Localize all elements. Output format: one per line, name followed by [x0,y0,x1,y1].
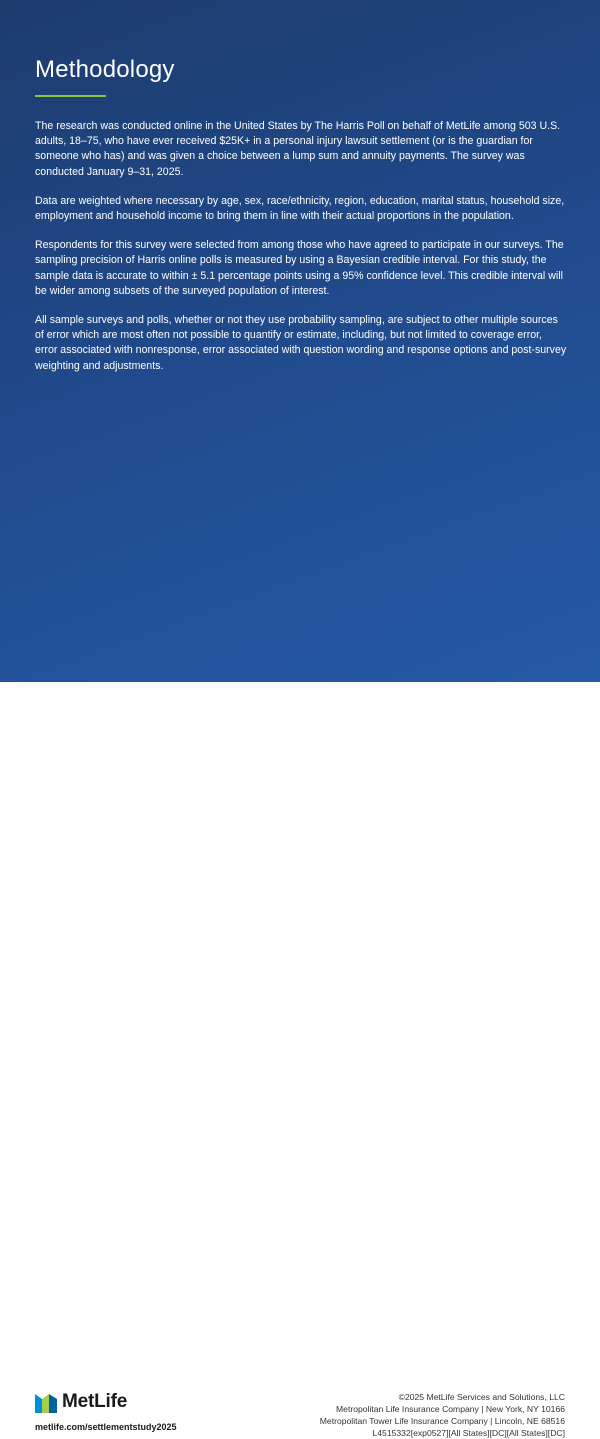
legal-line-copyright: ©2025 MetLife Services and Solutions, LLC [398,1392,565,1402]
methodology-panel [0,0,600,682]
title-underline [35,95,106,97]
page-footer [0,682,600,1438]
methodology-body [35,119,567,388]
metlife-logo[interactable] [35,1391,127,1413]
metlife-logo-text: MetLife [62,1391,128,1412]
page-title: Methodology [35,56,175,83]
legal-notice [320,1391,565,1439]
legal-line-code: L4515332[exp0527][All States][DC][All States][DC] [372,1428,565,1438]
paragraph-respondents: Respondents for this survey were selected from among those who have agreed to participate in our surveys. The sampling precision of Harris online polls is measured by using a Bayesian credible interval. For this study, the sample data is accurate to within ± 5.1 percentage points using a 95% confidence level. This credible interval will be wider among subsets of the surveyed population of interest. [35,239,564,297]
legal-line-metlife-tower: Metropolitan Tower Life Insurance Company | Lincoln, NE 68516 [319,1416,565,1426]
legal-line-metlife-ny: Metropolitan Life Insurance Company | New York, NY 10166 [336,1404,565,1414]
paragraph-error-sources: All sample surveys and polls, whether or not they use probability sampling, are subject to other multiple sources of error which are most often not possible to quantify or estimate, including, but not limited to coverage error, error associated with nonresponse, error associated with question wording and response options and post-survey weighting and adjustments. [35,314,567,372]
metlife-logo-icon [35,1391,57,1413]
paragraph-research: The research was conducted online in the United States by The Harris Poll on behalf of MetLife among 503 U.S. adults, 18–75, who have ever received $25K+ in a personal injury lawsuit settlement (or is the guardian for someone who has) and was given a choice between a lump sum and annuity payments. The survey was conducted January 9–31, 2025. [35,120,561,178]
settlement-study-link[interactable]: metlife.com/settlementstudy2025 [35,1422,177,1432]
paragraph-weighting: Data are weighted where necessary by age, sex, race/ethnicity, region, education, marital status, household size, employment and household income to bring them in line with their actual proportions in the population. [35,194,565,223]
